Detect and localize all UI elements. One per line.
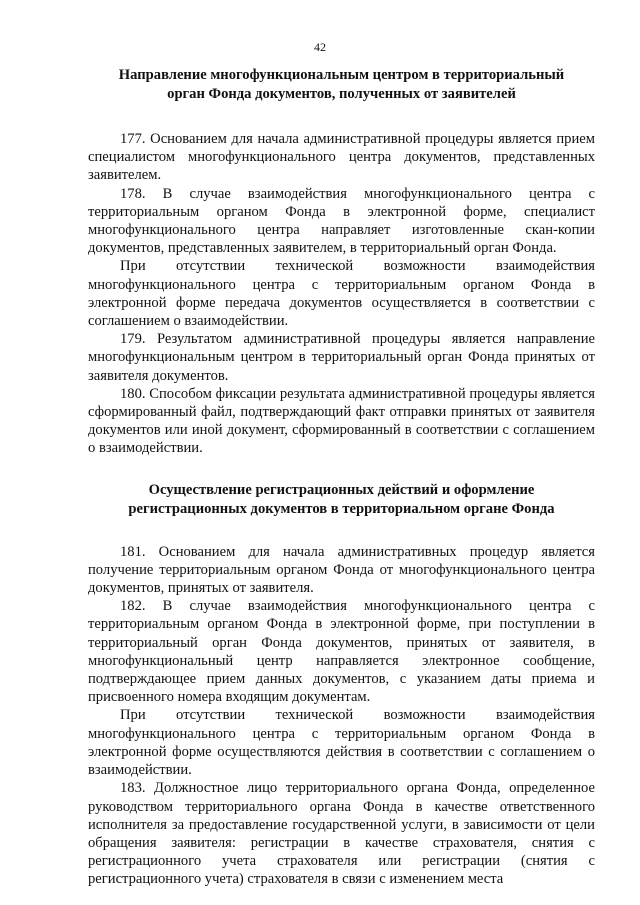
- paragraph-180: 180. Способом фиксации результата административной процедуры является сформированный файл, подтверждающий факт отправки принятых от заявителя документов или иной документ, сформированный в соответствии с соглашением о взаимодействии.: [88, 385, 595, 457]
- heading-line: Направление многофункциональным центром в территориальный: [118, 67, 565, 83]
- paragraph-181: 181. Основанием для начала административных процедур является получение территориальным органом Фонда от многофункционального центра документов, принятых от заявителя.: [88, 543, 595, 597]
- paragraph-179: 179. Результатом административной процедуры является направление многофункциональным центром в территориальный орган Фонда принятых от заявителя документов.: [88, 331, 595, 384]
- paragraph-182: 182. В случае взаимодействия многофункционального центра с территориальным органом Фонда в электронной форме, при поступлении в территориальный орган Фонда документов, принятых от заявителя, в многофункциональный центр направляется электронное сообщение, подтверждающее прием данных документов, с указанием даты приема и присвоенного номера входящим документам.: [88, 598, 595, 706]
- paragraph-183: 183. Должностное лицо территориального органа Фонда, определенное руководством территориального органа Фонда в качестве ответственного исполнителя за предоставление государственной услуги, в зависимости от цели обращения заявителя: регистрации в качестве страхователя, снятия с регистрационного учета страхователя или регистрации (снятия с регистрационного учета) страхователя в связи с изменением места: [88, 780, 595, 888]
- section-heading-mfc-transfer: [88, 66, 595, 104]
- heading-line: орган Фонда документов, полученных от заявителей: [167, 86, 516, 102]
- heading-line: Осуществление регистрационных действий и оформление: [148, 481, 535, 498]
- paragraph-178: 178. В случае взаимодействия многофункционального центра с территориальным органом Фонда в электронной форме, специалист многофункционального центра направляет изготовленные скан-копии документов, представленных заявителем, в территориальный орган Фонда.: [88, 185, 595, 257]
- document-body: [88, 66, 595, 889]
- section-heading-registration-actions: [88, 481, 595, 519]
- paragraph-177: 177. Основанием для начала административной процедуры является прием специалистом многофункционального центра документов, представленных заявителем.: [88, 131, 595, 184]
- heading-line: регистрационных документов в территориальном органе Фонда: [128, 500, 555, 517]
- paragraph-178-no-possibility: При отсутствии технической возможности взаимодействия многофункционального центра с территориальным органом Фонда в электронной форме передача документов осуществляется в соответствии с соглашением о взаимодействии.: [88, 258, 595, 330]
- paragraph-182-no-possibility: При отсутствии технической возможности взаимодействия многофункционального центра с территориальным органом Фонда в электронной форме осуществляются действия в соответствии с соглашением о взаимодействии.: [88, 707, 595, 779]
- page-number: 42: [314, 40, 326, 54]
